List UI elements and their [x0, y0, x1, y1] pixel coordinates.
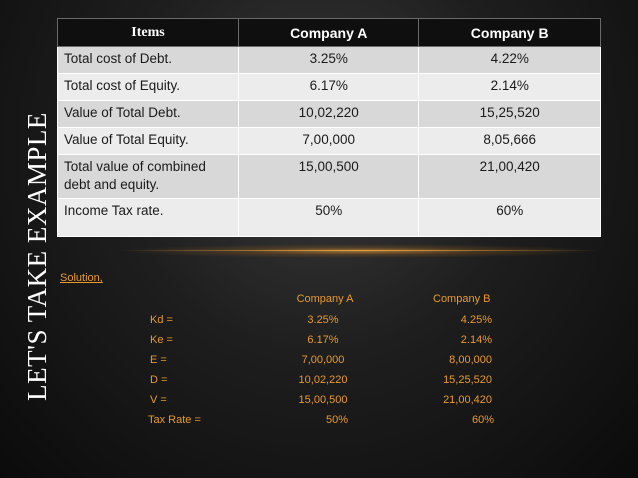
solution-row-company-b: 15,25,520: [443, 374, 492, 386]
row-company-b: 2.14%: [419, 74, 601, 101]
row-item: Total cost of Debt.: [58, 47, 239, 74]
row-item: Income Tax rate.: [58, 199, 239, 237]
table-row: [58, 47, 601, 74]
solution-row-label: V =: [150, 394, 167, 406]
decorative-glow: [120, 244, 600, 258]
row-company-a: 6.17%: [239, 74, 419, 101]
row-item: Total value of combined debt and equity.: [58, 155, 239, 199]
row-item: Value of Total Equity.: [58, 128, 239, 155]
solution-label: Solution,: [60, 272, 103, 284]
row-company-a: 50%: [239, 199, 419, 237]
row-company-a: 7,00,000: [239, 128, 419, 155]
solution-row-label: Tax Rate =: [148, 414, 201, 426]
table-row: [58, 74, 601, 101]
solution-row-label: Kd =: [150, 314, 173, 326]
row-company-b: 8,05,666: [419, 128, 601, 155]
table-row: [58, 199, 601, 237]
table-row: [58, 128, 601, 155]
solution-row-company-a: 10,02,220: [298, 374, 348, 386]
solution-row-label: D =: [150, 374, 168, 386]
row-item: Value of Total Debt.: [58, 101, 239, 128]
row-company-a: 15,00,500: [239, 155, 419, 199]
solution-row-company-b: 2.14%: [460, 334, 492, 346]
solution-row-company-b: 21,00,420: [443, 394, 492, 406]
solution-row-company-b: 8,00,000: [449, 354, 492, 366]
solution-header-company-a: Company A: [296, 293, 354, 305]
row-company-a: 3.25%: [239, 47, 419, 74]
decorative-divider: [120, 250, 600, 251]
header-company-a: Company A: [239, 19, 419, 47]
comparison-table: [57, 18, 601, 237]
solution-row-company-a: 6.17%: [307, 334, 339, 346]
solution-row-company-a: 50%: [325, 414, 349, 426]
solution-header-company-b: Company B: [433, 293, 491, 305]
row-company-b: 60%: [419, 199, 601, 237]
solution-row-company-a: 15,00,500: [298, 394, 348, 406]
solution-row-company-a: 3.25%: [307, 314, 339, 326]
solution-row-company-b: 60%: [471, 414, 494, 426]
row-company-b: 21,00,420: [419, 155, 601, 199]
solution-row-label: Ke =: [150, 334, 173, 346]
row-company-b: 4.22%: [419, 47, 601, 74]
slide-title-text: LET'S TAKE EXAMPLE: [21, 112, 52, 401]
table-row: [58, 155, 601, 199]
table-header-row: [58, 19, 601, 47]
slide-title-vertical: [18, 103, 56, 410]
row-company-a: 10,02,220: [239, 101, 419, 128]
row-item: Total cost of Equity.: [58, 74, 239, 101]
solution-row-company-b: 4.25%: [460, 314, 492, 326]
row-company-b: 15,25,520: [419, 101, 601, 128]
header-company-b: Company B: [419, 19, 601, 47]
header-items: Items: [58, 19, 239, 47]
table-row: [58, 101, 601, 128]
solution-row-company-a: 7,00,000: [301, 354, 345, 366]
solution-row-label: E =: [150, 354, 167, 366]
